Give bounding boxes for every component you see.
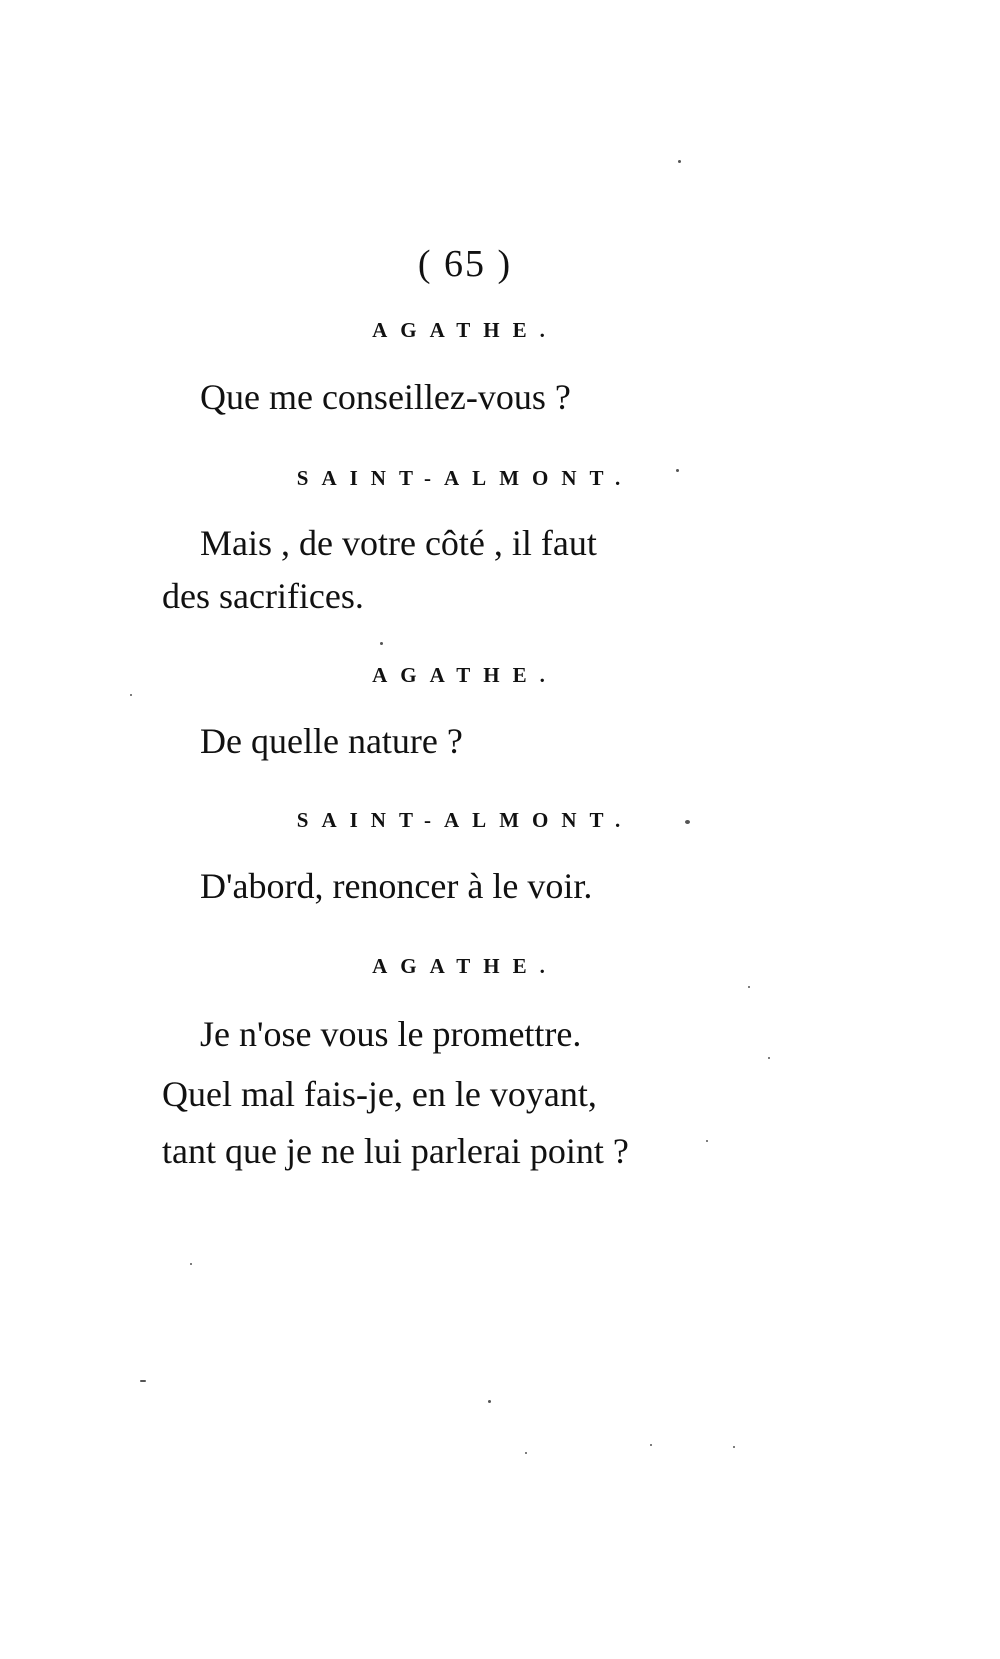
scan-speck (488, 1400, 491, 1403)
scan-speck (706, 1140, 708, 1142)
scan-speck (650, 1444, 652, 1446)
scan-speck (768, 1057, 770, 1059)
dialogue-line: Mais , de votre côté , il faut (200, 523, 597, 563)
dialogue-line: Que me conseillez-vous ? (200, 377, 571, 417)
scan-speck (676, 469, 679, 472)
scan-speck (380, 642, 383, 645)
scan-speck (130, 694, 132, 696)
scan-speck (525, 1452, 527, 1454)
speaker-name: SAINT-ALMONT. (296, 466, 634, 490)
page-number: ( 65 ) (417, 243, 513, 285)
dialogue-line: des sacrifices. (162, 576, 364, 616)
scan-speck (748, 986, 750, 988)
scan-speck (733, 1446, 735, 1448)
scan-speck (678, 160, 681, 163)
dialogue-line: D'abord, renoncer à le voir. (200, 866, 593, 906)
dialogue-line: De quelle nature ? (200, 721, 463, 761)
scan-speck (190, 1263, 192, 1265)
speaker-name: AGATHE. (372, 663, 558, 687)
speaker-name: SAINT-ALMONT. (296, 808, 634, 832)
dialogue-line: Je n'ose vous le promettre. (200, 1014, 582, 1054)
dialogue-line: tant que je ne lui parlerai point ? (162, 1131, 629, 1171)
scan-speck (140, 1380, 146, 1382)
dialogue-line: Quel mal fais-je, en le voyant, (162, 1074, 597, 1114)
speaker-name: AGATHE. (372, 954, 558, 978)
scan-speck (685, 820, 690, 824)
speaker-name: AGATHE. (372, 318, 558, 342)
